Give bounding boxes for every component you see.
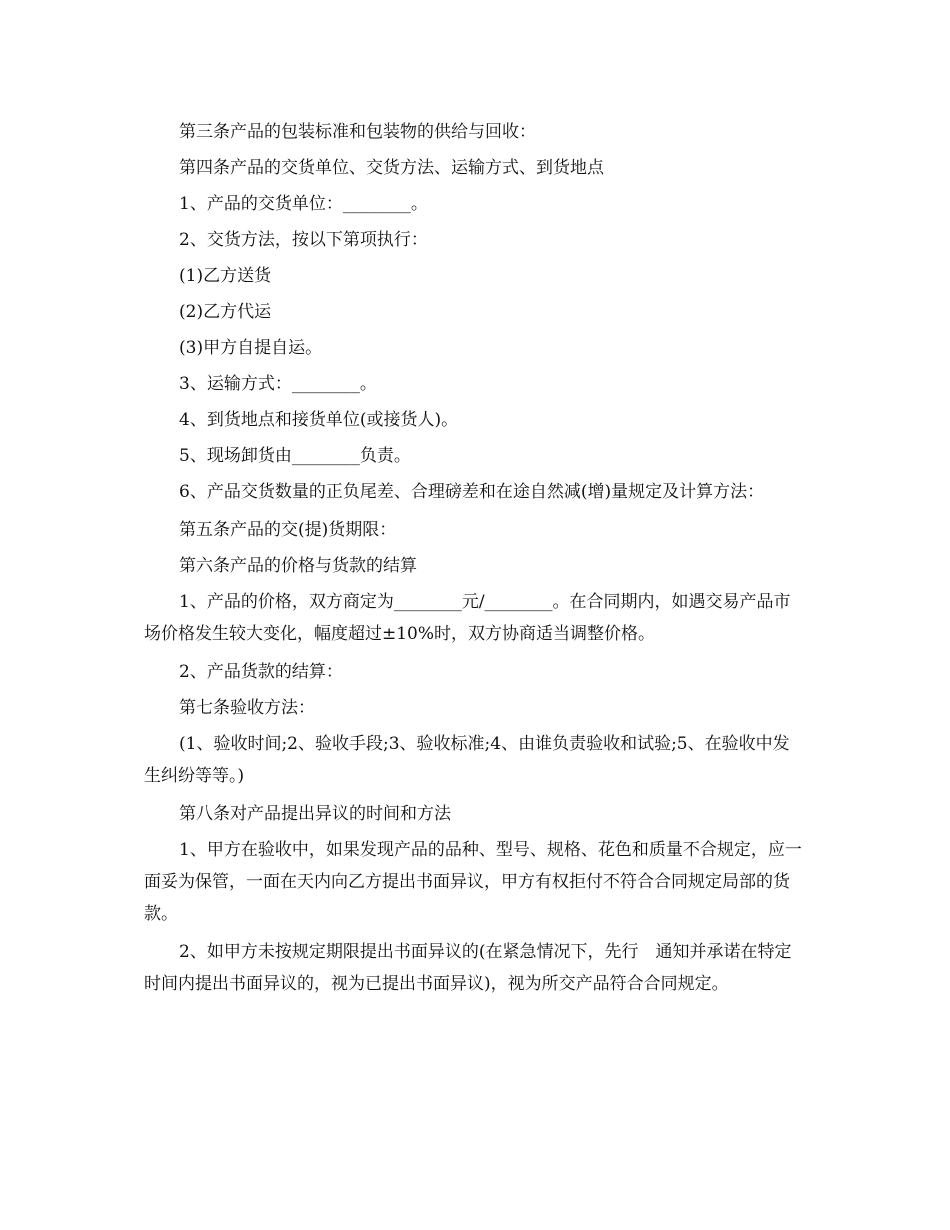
quantity-tolerance-item: 6、产品交货数量的正负尾差、合理磅差和在途自然减(增)量规定及计算方法： <box>179 482 765 502</box>
inspection-details: (1、验收时间;2、验收手段;3、验收标准;4、由谁负责验收和试验;5、在验收中发生纠纷等等。) <box>144 734 790 786</box>
delivery-option-1: (1)乙方送货 <box>179 266 272 286</box>
delivery-method-item: 2、交货方法，按以下第项执行： <box>179 230 428 250</box>
clause-7-heading: 第七条验收方法： <box>179 698 315 718</box>
delivery-option-2: (2)乙方代运 <box>179 302 272 322</box>
clause-6-heading: 第六条产品的价格与货款的结算 <box>179 556 417 576</box>
delivery-unit-item: 1、产品的交货单位：________。 <box>179 194 428 214</box>
unloading-item: 5、现场卸货由________负责。 <box>179 446 411 466</box>
delivery-option-3: (3)甲方自提自运。 <box>179 338 323 358</box>
price-item: 1、产品的价格，双方商定为________元/________。在合同期内，如遇交易产品市场价格发生较大变化，幅度超过±10%时，双方协商适当调整价格。 <box>144 592 791 644</box>
settlement-item: 2、产品货款的结算： <box>179 662 343 682</box>
clause-8-heading: 第八条对产品提出异议的时间和方法 <box>179 804 451 824</box>
clause-4-heading: 第四条产品的交货单位、交货方法、运输方式、到货地点 <box>179 158 604 178</box>
objection-item-2: 2、如甲方未按规定期限提出书面异议的(在紧急情况下，先行 通知并承诺在特定时间内提出书面异议的，视为已提出书面异议)，视为所交产品符合合同规定。 <box>144 942 792 994</box>
arrival-location-item: 4、到货地点和接货单位(或接货人)。 <box>179 410 459 430</box>
clause-5-heading: 第五条产品的交(提)货期限： <box>179 520 397 540</box>
document-body <box>144 116 804 1006</box>
clause-3-heading: 第三条产品的包装标准和包装物的供给与回收： <box>179 122 536 142</box>
objection-item-1: 1、甲方在验收中，如果发现产品的品种、型号、规格、花色和质量不合规定，应一面妥为保管，一面在天内向乙方提出书面异议，甲方有权拒付不符合合同规定局部的货款。 <box>144 840 802 924</box>
transport-method-item: 3、运输方式：________。 <box>179 374 377 394</box>
